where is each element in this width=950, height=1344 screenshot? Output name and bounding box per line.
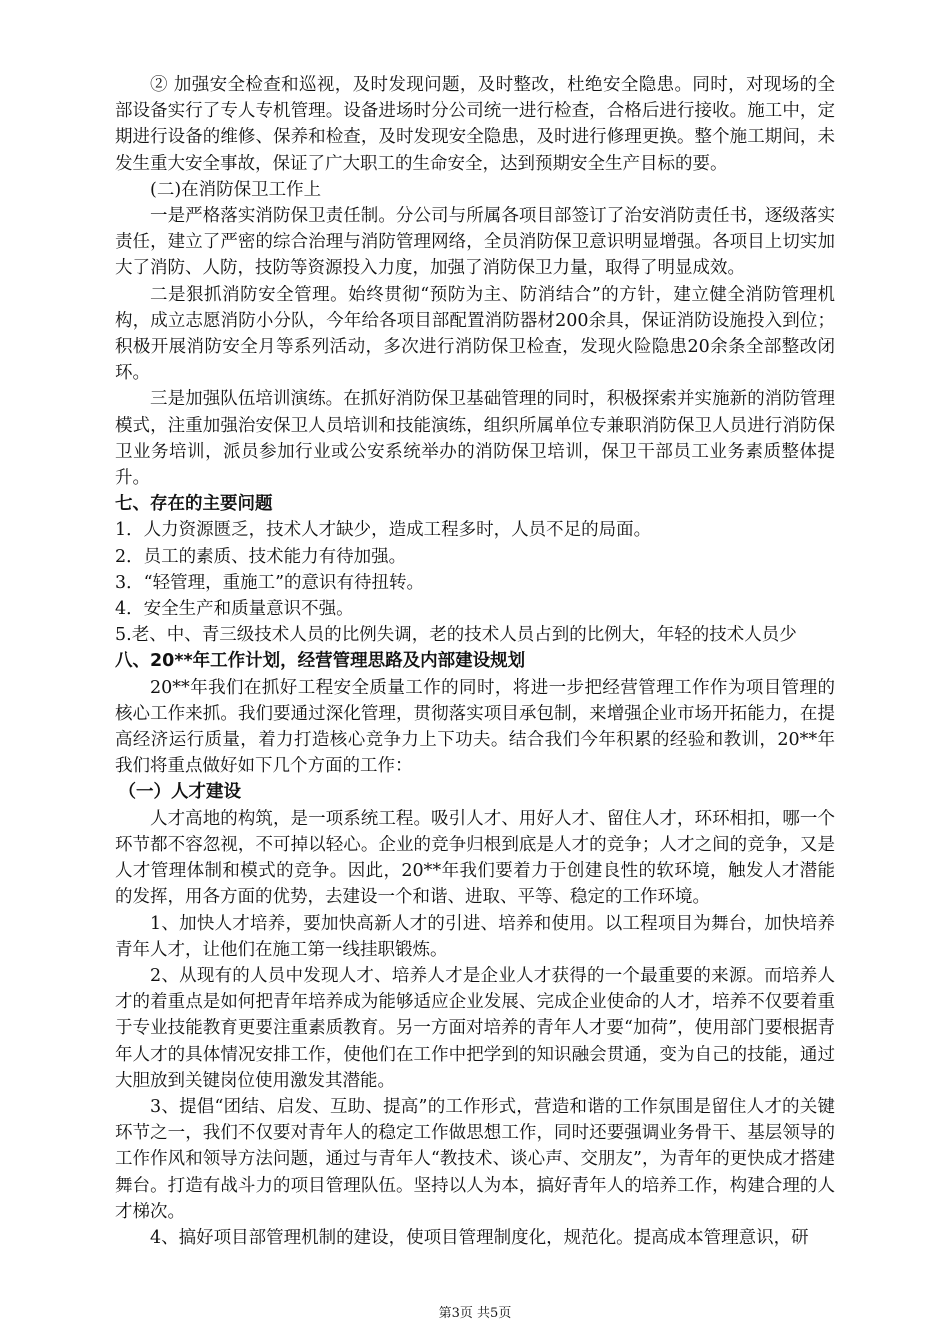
subheading-fire-security: (二)在消防保卫工作上 [150, 179, 322, 200]
paragraph-talent-highland: 人才高地的构筑，是一项系统工程。吸引人才、用好人才、留住人才，环环相扣，哪一个环节都不容忽视，不可掉以轻心。企业的竞争归根到底是人才的竞争；人才之间的竞争，又是人才管理体制和模式的竞争。因此，20**年我们要着力于创建良性的软环境，触发人才潜能的发挥，用各方面的优势，去建设一个和谐、进取、平等、稳定的工作环境。 [115, 808, 835, 908]
paragraph-fire-management: 二是狠抓消防安全管理。始终贯彻“预防为主、防消结合”的方针，建立健全消防管理机构，成立志愿消防小分队，今年给各项目部配置消防器材200余具，保证消防设施投入到位；积极开展消防安全月等系列活动，多次进行消防保卫检查，发现火险隐患20余条全部整改闭环。 [115, 284, 835, 384]
section-heading-problems: 七、存在的主要问题 [115, 494, 273, 515]
document-body [115, 72, 835, 1251]
problem-item-3: 3．“轻管理，重施工”的意识有待扭转。 [115, 572, 425, 593]
problem-item-2: 2．员工的素质、技术能力有待加强。 [115, 546, 407, 567]
page-footer: 第3页 共5页 [438, 1306, 512, 1321]
problem-item-5: 5.老、中、青三级技术人员的比例失调，老的技术人员占到的比例大，年轻的技术人员少 [115, 625, 797, 646]
paragraph-safety-inspection: ② 加强安全检查和巡视，及时发现问题，及时整改，杜绝安全隐患。同时，对现场的全部设备实行了专人专机管理。设备进场时分公司统一进行检查，合格后进行接收。施工中，定期进行设备的维修、保养和检查，及时发现安全隐患，及时进行修理更换。整个施工期间，未发生重大安全事故，保证了广大职工的生命安全，达到预期安全生产目标的要。 [115, 75, 835, 174]
paragraph-talent-item-4: 4、搞好项目部管理机制的建设，使项目管理制度化，规范化。提高成本管理意识，研 [150, 1227, 809, 1248]
paragraph-work-plan-intro: 20**年我们在抓好工程安全质量工作的同时，将进一步把经营管理工作作为项目管理的核心工作来抓。我们要通过深化管理，贯彻落实项目承包制，来增强企业市场开拓能力，在提高经济运行质量，着力打造核心竞争力上下功夫。结合我们今年积累的经验和教训，20**年我们将重点做好如下几个方面的工作： [115, 677, 835, 777]
paragraph-talent-item-2: 2、从现有的人员中发现人才、培养人才是企业人才获得的一个最重要的来源。而培养人才的着重点是如何把青年培养成为能够适应企业发展、完成企业使命的人才，培养不仅要着重于专业技能教育更要注重素质教育。另一方面对培养的青年人才要“加荷”，使用部门要根据青年人才的具体情况安排工作，使他们在工作中把学到的知识融会贯通，变为自己的技能，通过大胆放到关键岗位使用激发其潜能。 [115, 965, 835, 1091]
section-heading-work-plan: 八、20**年工作计划，经营管理思路及内部建设规划 [115, 651, 526, 672]
paragraph-fire-responsibility: 一是严格落实消防保卫责任制。分公司与所属各项目部签订了治安消防责任书，逐级落实责任，建立了严密的综合治理与消防管理网络，全员消防保卫意识明显增强。各项目上切实加大了消防、人防，技防等资源投入力度，加强了消防保卫力量，取得了明显成效。 [115, 206, 835, 279]
subheading-talent-building: （一）人才建设 [118, 782, 241, 803]
paragraph-talent-item-3: 3、提倡“团结、启发、互助、提高”的工作形式，营造和谐的工作氛围是留住人才的关键环节之一，我们不仅要对青年人的稳定工作做思想工作，同时还要强调业务骨干、基层领导的工作作风和领导方法问题，通过与青年人“教技术、谈心声、交朋友”，为青年的更快成才搭建舞台。打造有战斗力的项目管理队伍。坚持以人为本，搞好青年人的培养工作，构建合理的人才梯次。 [115, 1096, 835, 1222]
problem-item-4: 4．安全生产和质量意识不强。 [115, 599, 354, 620]
paragraph-talent-item-1: 1、加快人才培养，要加快高新人才的引进、培养和使用。以工程项目为舞台，加快培养青年人才，让他们在施工第一线挂职锻炼。 [115, 913, 835, 960]
paragraph-team-training: 三是加强队伍培训演练。在抓好消防保卫基础管理的同时，积极探索并实施新的消防管理模式，注重加强治安保卫人员培训和技能演练，组织所属单位专兼职消防保卫人员进行消防保卫业务培训，派员参加行业或公安系统举办的消防保卫培训，保卫干部员工业务素质整体提升。 [115, 389, 835, 489]
problem-item-1: 1．人力资源匮乏，技术人才缺少，造成工程多时，人员不足的局面。 [115, 520, 652, 541]
